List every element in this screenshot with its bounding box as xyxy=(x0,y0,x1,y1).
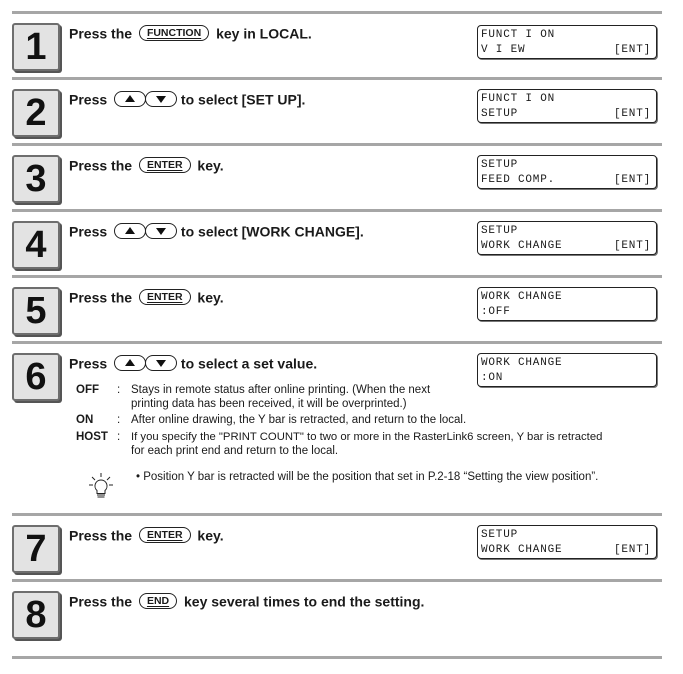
enter-key-icon: ENTER xyxy=(139,289,191,305)
lcd-display: SETUP FEED COMP. [ENT] xyxy=(477,155,657,189)
divider xyxy=(12,77,662,80)
lcd-display: WORK CHANGE :OFF xyxy=(477,287,657,321)
divider xyxy=(12,209,662,212)
step-number: 3 xyxy=(12,155,60,203)
down-arrow-key-icon xyxy=(145,223,177,239)
step-instruction: Press to select [WORK CHANGE]. xyxy=(69,223,364,240)
divider xyxy=(12,275,662,278)
up-arrow-key-icon xyxy=(114,355,146,371)
up-arrow-key-icon xyxy=(114,223,146,239)
step-instruction: Press the ENTER key. xyxy=(69,289,224,306)
lcd-display: FUNCT I ON V I EW [ENT] xyxy=(477,25,657,59)
step-instruction: Press the END key several times to end the setting. xyxy=(69,593,425,610)
step-instruction: Press to select [SET UP]. xyxy=(69,91,306,108)
lcd-display: SETUP WORK CHANGE [ENT] xyxy=(477,221,657,255)
step-number: 2 xyxy=(12,89,60,137)
step-number: 6 xyxy=(12,353,60,401)
step-number: 5 xyxy=(12,287,60,335)
divider xyxy=(12,143,662,146)
lightbulb-icon xyxy=(88,472,114,500)
divider xyxy=(12,656,662,659)
enter-key-icon: ENTER xyxy=(139,527,191,543)
enter-key-icon: ENTER xyxy=(139,157,191,173)
step-number: 1 xyxy=(12,23,60,71)
function-key-icon: FUNCTION xyxy=(139,25,209,41)
step-instruction: Press the ENTER key. xyxy=(69,527,224,544)
option-on: ON : After online drawing, the Y bar is retracted, and return to the local. xyxy=(76,414,467,426)
divider xyxy=(12,513,662,516)
note-text: • Position Y bar is retracted will be the position that set in P.2-18 “Setting the view position”. xyxy=(136,471,599,483)
divider xyxy=(12,579,662,582)
down-arrow-key-icon xyxy=(145,91,177,107)
divider xyxy=(12,11,662,14)
step-instruction: Press to select a set value. xyxy=(69,355,318,372)
lcd-display: WORK CHANGE :ON xyxy=(477,353,657,387)
up-arrow-key-icon xyxy=(114,91,146,107)
option-host: HOST : If you specify the "PRINT COUNT" to two or more in the RasterLink6 screen, Y bar is retracted for each print end and return to the local. xyxy=(76,431,603,457)
step-number: 7 xyxy=(12,525,60,573)
down-arrow-key-icon xyxy=(145,355,177,371)
step-number: 8 xyxy=(12,591,60,639)
step-number: 4 xyxy=(12,221,60,269)
end-key-icon: END xyxy=(139,593,177,609)
lcd-display: FUNCT I ON SETUP [ENT] xyxy=(477,89,657,123)
option-off: OFF : Stays in remote status after online printing. (When the next printing data has been received, it will be overprinted.) xyxy=(76,384,431,410)
lcd-display: SETUP WORK CHANGE [ENT] xyxy=(477,525,657,559)
step-instruction: Press the FUNCTION key in LOCAL. xyxy=(69,25,312,42)
step-instruction: Press the ENTER key. xyxy=(69,157,224,174)
divider xyxy=(12,341,662,344)
